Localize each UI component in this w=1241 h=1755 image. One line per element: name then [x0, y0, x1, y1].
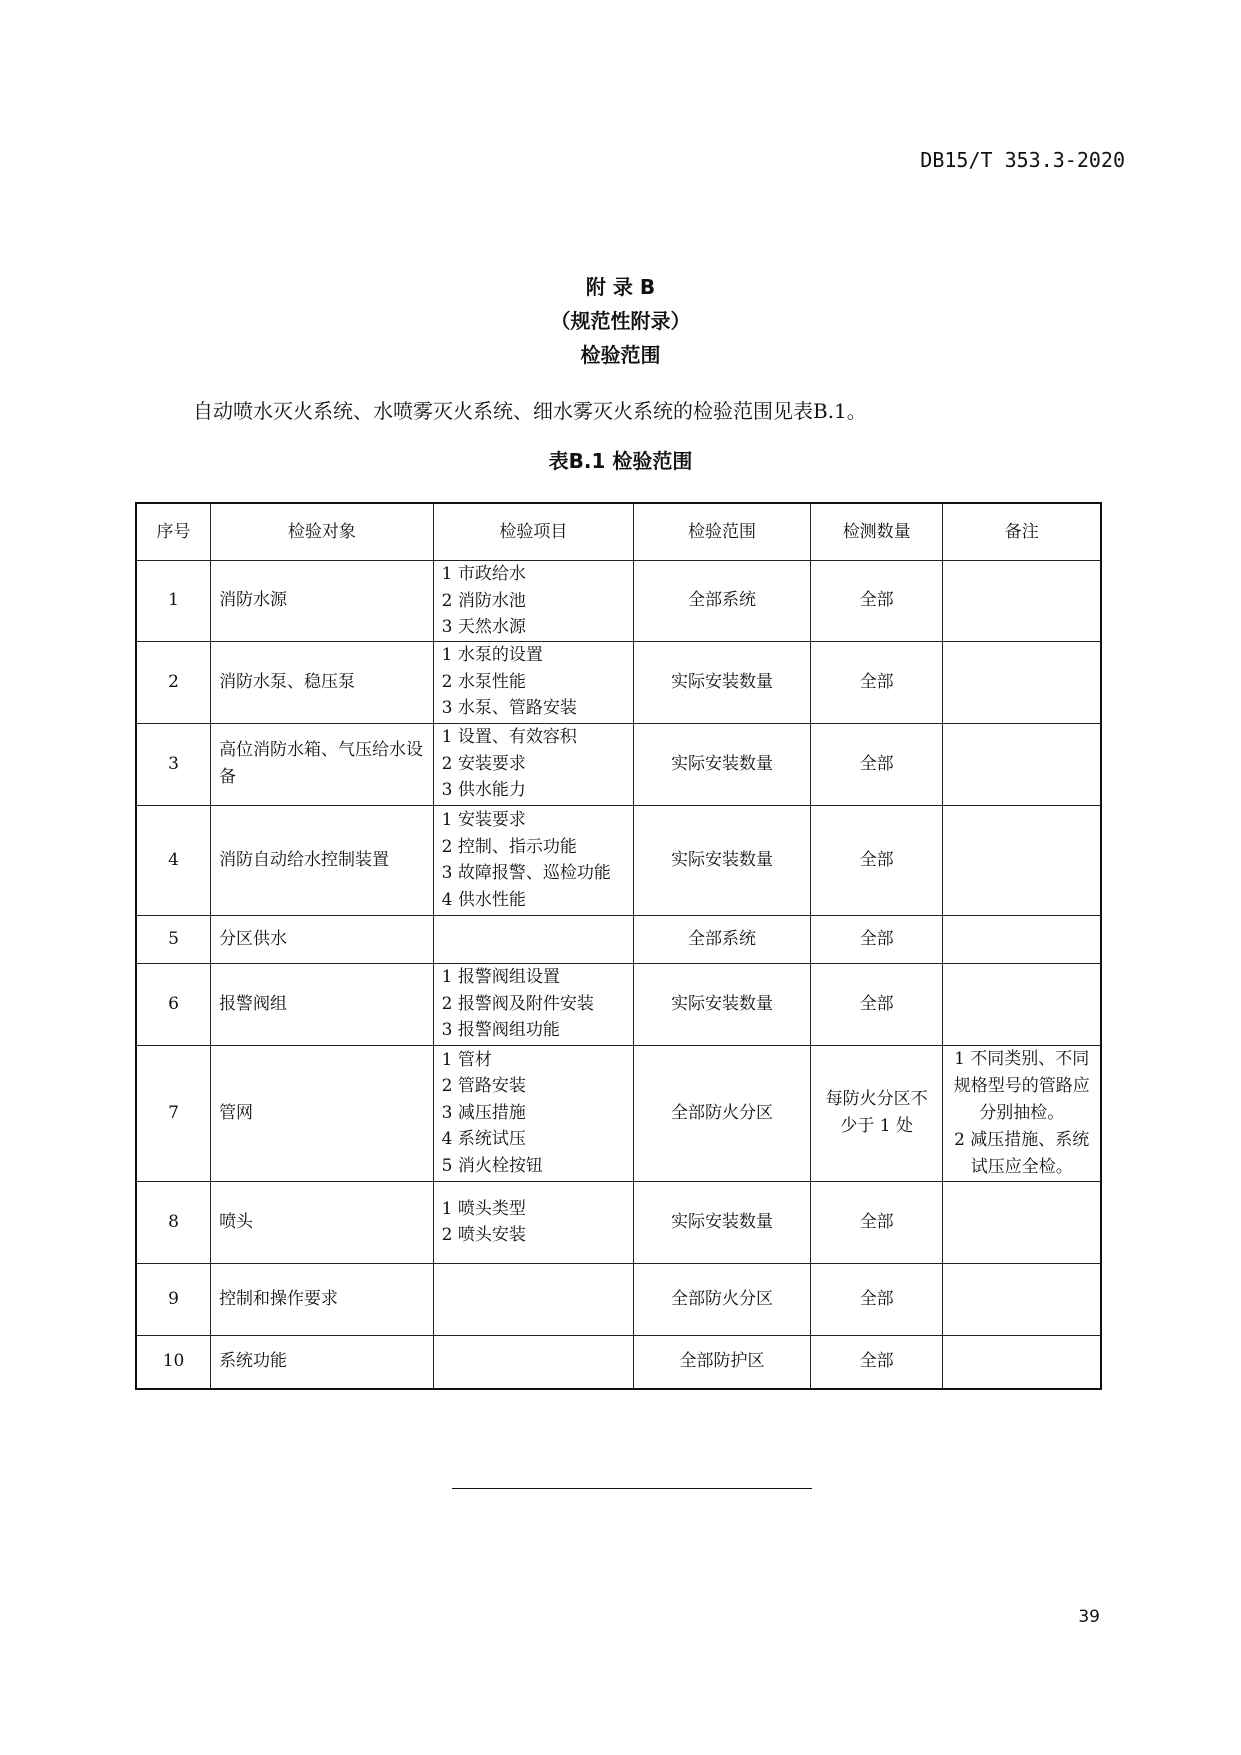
row-object: 管网 — [211, 1045, 434, 1181]
row-items — [433, 641, 633, 723]
row-items — [433, 1335, 633, 1389]
item: 2 控制、指示功能 — [441, 836, 577, 857]
row-remark — [943, 1263, 1101, 1335]
item: 2 水泵性能 — [441, 671, 526, 692]
intro-paragraph: 自动喷水灭火系统、水喷雾灭火系统、细水雾灭火系统的检验范围见表B.1。 — [193, 399, 867, 423]
row-object: 高位消防水箱、气压给水设备 — [211, 723, 434, 805]
header-items: 检验项目 — [433, 503, 633, 561]
row-scope: 实际安装数量 — [634, 805, 811, 915]
row-object: 喷头 — [211, 1181, 434, 1263]
appendix-heading — [0, 270, 1241, 372]
row-items — [433, 723, 633, 805]
item: 2 报警阀及附件安装 — [441, 993, 594, 1014]
row-scope: 实际安装数量 — [634, 641, 811, 723]
row-remark — [943, 1045, 1101, 1181]
row-quantity: 全部 — [810, 641, 942, 723]
appendix-title: 附 录 B — [585, 275, 656, 299]
table-row — [136, 1045, 1101, 1181]
row-object: 分区供水 — [211, 915, 434, 963]
row-scope: 全部防火分区 — [634, 1263, 811, 1335]
row-quantity: 全部 — [810, 1181, 942, 1263]
appendix-name: 检验范围 — [580, 343, 661, 367]
row-scope: 实际安装数量 — [634, 963, 811, 1045]
row-remark — [943, 723, 1101, 805]
row-quantity: 全部 — [810, 915, 942, 963]
row-items — [433, 1263, 633, 1335]
row-no: 5 — [136, 915, 211, 963]
item: 2 喷头安装 — [441, 1225, 526, 1245]
table-row — [136, 1335, 1101, 1389]
row-no: 4 — [136, 805, 211, 915]
row-items — [433, 915, 633, 963]
page-number: 39 — [1078, 1607, 1100, 1627]
inspection-scope-table — [135, 502, 1102, 1390]
item: 1 管材 — [441, 1049, 492, 1070]
row-no: 3 — [136, 723, 211, 805]
row-quantity: 全部 — [810, 561, 942, 642]
table-row — [136, 1181, 1101, 1263]
row-scope: 全部系统 — [634, 915, 811, 963]
remark-line: 2 减压措施、系统试压应全检。 — [954, 1129, 1090, 1177]
row-quantity: 全部 — [810, 805, 942, 915]
item: 1 喷头类型 — [441, 1198, 526, 1219]
row-items — [433, 1181, 633, 1263]
row-remark — [943, 561, 1101, 642]
document-id: DB15/T 353.3-2020 — [920, 148, 1125, 172]
row-quantity: 全部 — [810, 1335, 942, 1389]
row-object: 消防自动给水控制装置 — [211, 805, 434, 915]
row-quantity: 全部 — [810, 723, 942, 805]
remark-line: 1 不同类别、不同规格型号的管路应分别抽检。 — [953, 1048, 1090, 1123]
item: 1 水泵的设置 — [441, 645, 543, 666]
item: 3 故障报警、巡检功能 — [441, 863, 611, 883]
item: 4 供水性能 — [441, 889, 526, 910]
row-no: 1 — [136, 561, 211, 642]
row-object: 消防水泵、稳压泵 — [211, 641, 434, 723]
row-items — [433, 805, 633, 915]
row-scope: 实际安装数量 — [634, 1181, 811, 1263]
row-items — [433, 561, 633, 642]
row-remark — [943, 1181, 1101, 1263]
table-row — [136, 561, 1101, 642]
row-remark — [943, 641, 1101, 723]
appendix-type: （规范性附录） — [550, 309, 691, 333]
row-quantity: 全部 — [810, 963, 942, 1045]
item: 3 水泵、管路安装 — [441, 698, 577, 719]
item: 2 管路安装 — [441, 1076, 526, 1097]
table-row — [136, 723, 1101, 805]
row-object: 控制和操作要求 — [211, 1263, 434, 1335]
row-remark — [943, 963, 1101, 1045]
row-no: 9 — [136, 1263, 211, 1335]
table-row — [136, 1263, 1101, 1335]
item: 3 天然水源 — [441, 617, 526, 637]
row-no: 2 — [136, 641, 211, 723]
header-remark: 备注 — [943, 503, 1101, 561]
row-items — [433, 1045, 633, 1181]
row-scope: 全部防火分区 — [634, 1045, 811, 1181]
item: 3 减压措施 — [441, 1102, 526, 1123]
item: 1 设置、有效容积 — [441, 727, 577, 748]
table-row — [136, 915, 1101, 963]
item: 3 报警阀组功能 — [441, 1020, 560, 1041]
table-header-row — [136, 503, 1101, 561]
row-no: 8 — [136, 1181, 211, 1263]
row-quantity: 每防火分区不少于 1 处 — [810, 1045, 942, 1181]
header-quantity: 检测数量 — [810, 503, 942, 561]
table-caption: 表B.1 检验范围 — [548, 449, 693, 473]
item: 1 报警阀组设置 — [441, 967, 560, 988]
item: 2 消防水池 — [441, 590, 526, 611]
item: 3 供水能力 — [441, 780, 526, 801]
row-scope: 全部系统 — [634, 561, 811, 642]
row-no: 7 — [136, 1045, 211, 1181]
item: 1 市政给水 — [441, 564, 526, 584]
row-remark — [943, 805, 1101, 915]
row-scope: 实际安装数量 — [634, 723, 811, 805]
table-row — [136, 963, 1101, 1045]
row-quantity: 全部 — [810, 1263, 942, 1335]
row-no: 10 — [136, 1335, 211, 1389]
table-row — [136, 641, 1101, 723]
row-object: 报警阀组 — [211, 963, 434, 1045]
row-remark — [943, 1335, 1101, 1389]
item: 5 消火栓按钮 — [441, 1155, 543, 1176]
table-row — [136, 805, 1101, 915]
row-items — [433, 963, 633, 1045]
row-object: 消防水源 — [211, 561, 434, 642]
item: 2 安装要求 — [441, 753, 526, 774]
item: 1 安装要求 — [441, 810, 526, 830]
end-rule — [452, 1488, 812, 1489]
row-object: 系统功能 — [211, 1335, 434, 1389]
row-no: 6 — [136, 963, 211, 1045]
header-no: 序号 — [136, 503, 211, 561]
item: 4 系统试压 — [441, 1129, 526, 1150]
row-remark — [943, 915, 1101, 963]
header-scope: 检验范围 — [634, 503, 811, 561]
row-scope: 全部防护区 — [634, 1335, 811, 1389]
header-object: 检验对象 — [211, 503, 434, 561]
